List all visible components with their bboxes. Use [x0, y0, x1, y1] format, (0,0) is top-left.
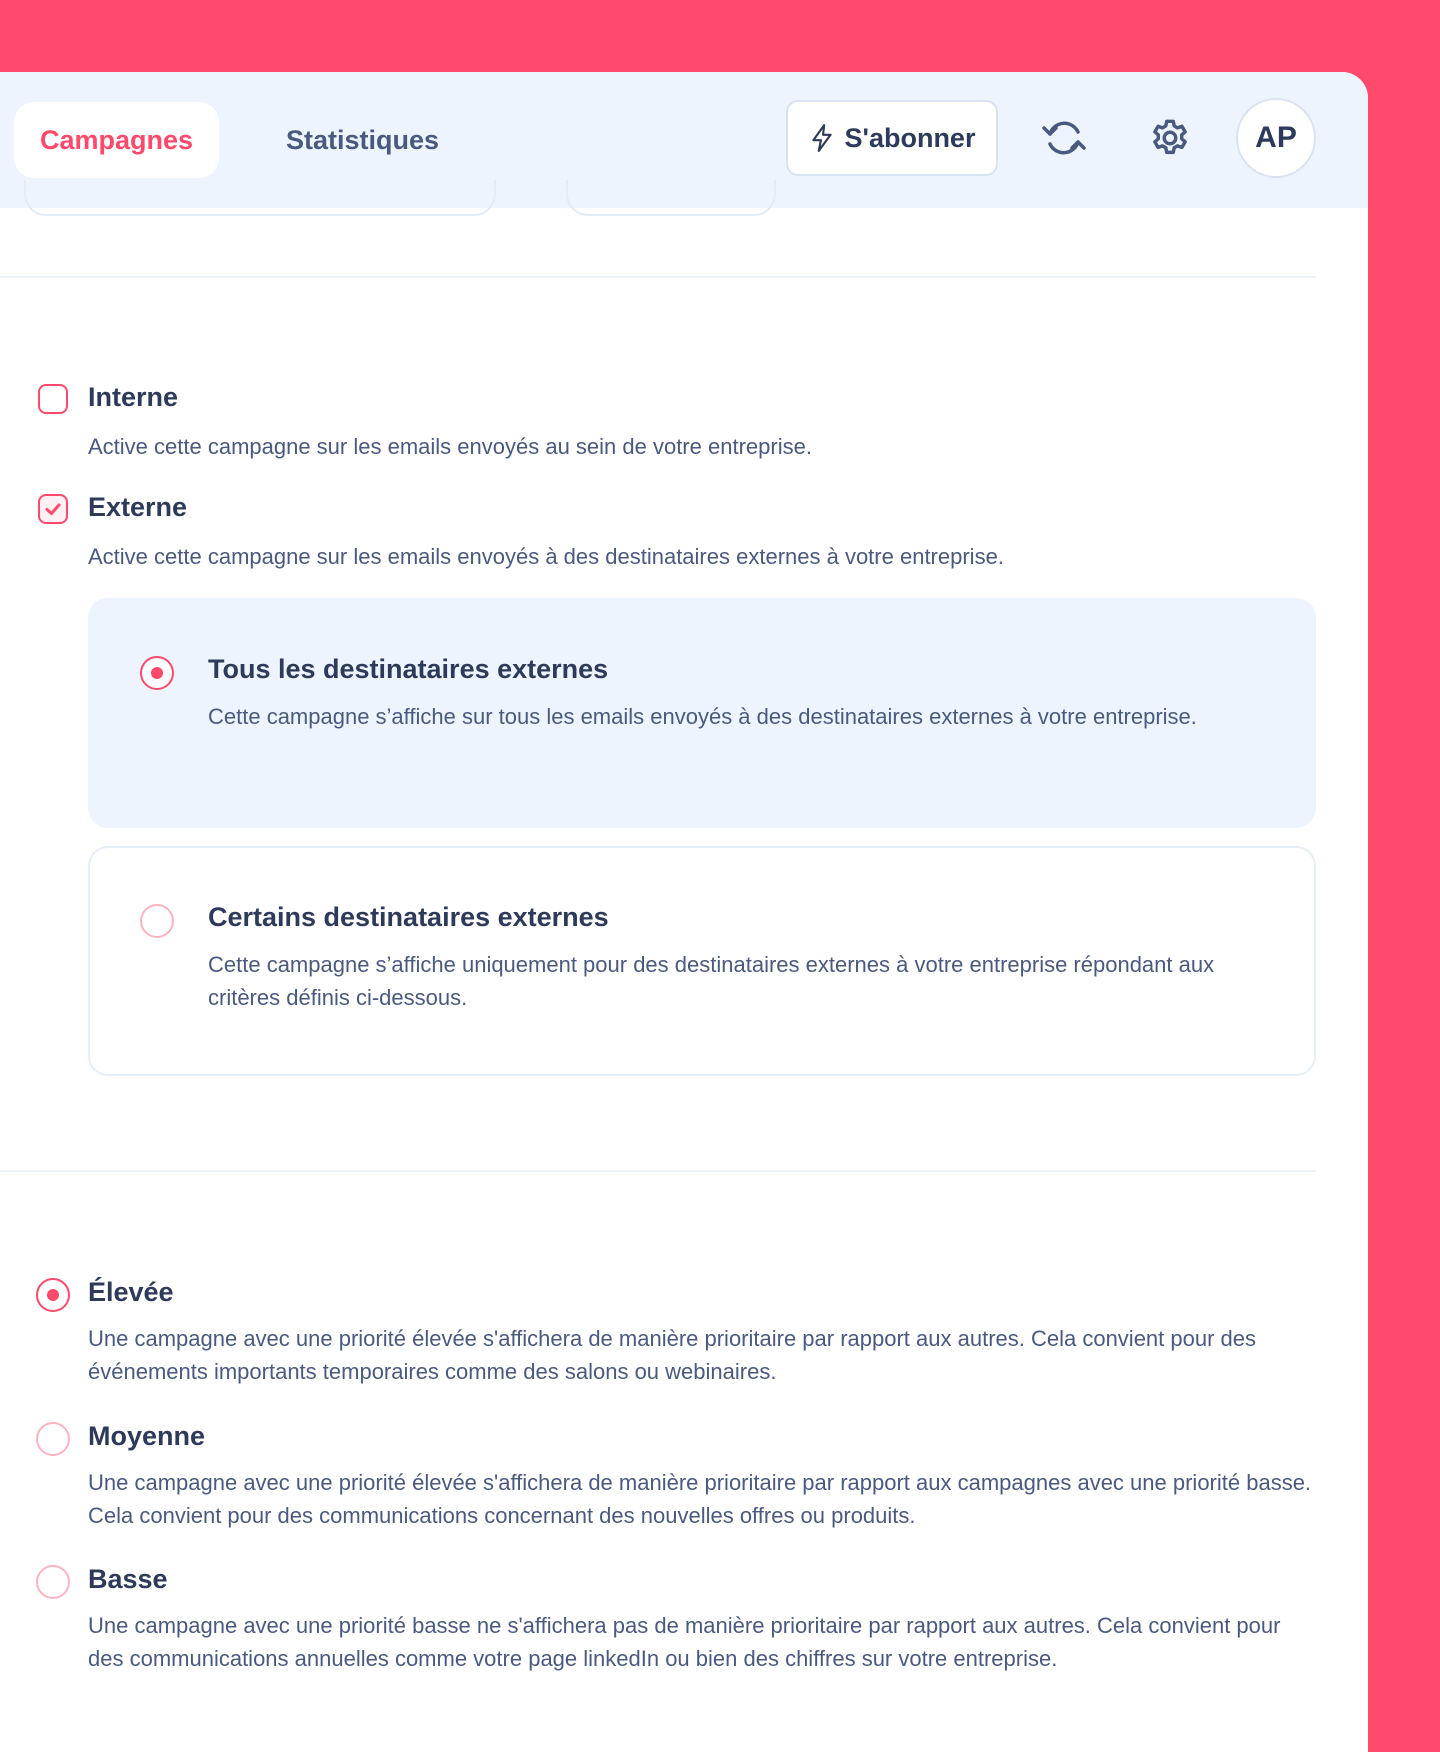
radio-elevee[interactable]	[36, 1278, 70, 1312]
option-externe-label: Externe	[88, 492, 188, 522]
radio-certains[interactable]	[140, 904, 174, 938]
priority-basse-label: Basse	[88, 1564, 168, 1594]
priority-elevee-description: Une campagne avec une priorité élevée s'affichera de manière prioritaire par rapport aux autres. Cela convient pour des événements importants temporaires comme des salons ou webinaires.	[88, 1326, 1257, 1384]
scope-tous-description: Cette campagne s’affiche sur tous les emails envoyés à des destinataires externes à votre entreprise.	[208, 704, 1197, 729]
app-window	[0, 72, 1368, 1752]
search-field-edge	[24, 180, 496, 216]
priority-moyenne-label: Moyenne	[88, 1421, 206, 1451]
checkmark-icon	[44, 500, 62, 518]
priority-basse-description: Une campagne avec une priorité basse ne s'affichera pas de manière prioritaire par rapport aux autres. Cela convient pour des communications annuelles comme votre page linkedIn ou bien des chiffres sur votre entreprise.	[88, 1613, 1281, 1671]
bolt-icon	[809, 123, 835, 153]
checkbox-externe[interactable]	[38, 494, 68, 524]
subscribe-label: S'abonner	[844, 122, 976, 153]
radio-moyenne[interactable]	[36, 1422, 70, 1456]
radio-basse[interactable]	[36, 1565, 70, 1599]
filter-button-edge	[566, 180, 776, 216]
option-externe-description: Active cette campagne sur les emails envoyés à des destinataires externes à votre entreprise.	[88, 544, 1004, 569]
avatar[interactable]: AP	[1236, 98, 1316, 178]
scope-certains-description: Cette campagne s’affiche uniquement pour des destinataires externes à votre entreprise répondant aux critères définis ci-dessous.	[208, 952, 1215, 1010]
scope-tous-title: Tous les destinataires externes	[208, 654, 609, 684]
settings-button[interactable]	[1138, 106, 1202, 170]
priority-moyenne-description: Une campagne avec une priorité élevée s'affichera de manière prioritaire par rapport aux campagnes avec une priorité basse. Cela convient pour des communications concernant des nouvelles offres ou produits.	[88, 1470, 1312, 1528]
tab-campagnes[interactable]: Campagnes	[14, 102, 219, 178]
scope-card-tous[interactable]	[88, 598, 1316, 828]
scope-card-certains[interactable]	[88, 846, 1316, 1076]
option-interne-label: Interne	[88, 382, 179, 412]
scope-certains-title: Certains destinataires externes	[208, 902, 609, 932]
option-interne-description: Active cette campagne sur les emails envoyés au sein de votre entreprise.	[88, 434, 812, 459]
section-divider	[0, 276, 1316, 278]
sync-icon	[1040, 114, 1088, 162]
checkbox-interne[interactable]	[38, 384, 68, 414]
gear-icon	[1147, 115, 1193, 161]
section-divider	[0, 1170, 1316, 1172]
sync-button[interactable]	[1032, 106, 1096, 170]
subscribe-button[interactable]	[786, 100, 998, 176]
priority-elevee-label: Élevée	[88, 1277, 174, 1307]
tab-statistiques[interactable]: Statistiques	[286, 125, 440, 155]
radio-tous[interactable]	[140, 656, 174, 690]
